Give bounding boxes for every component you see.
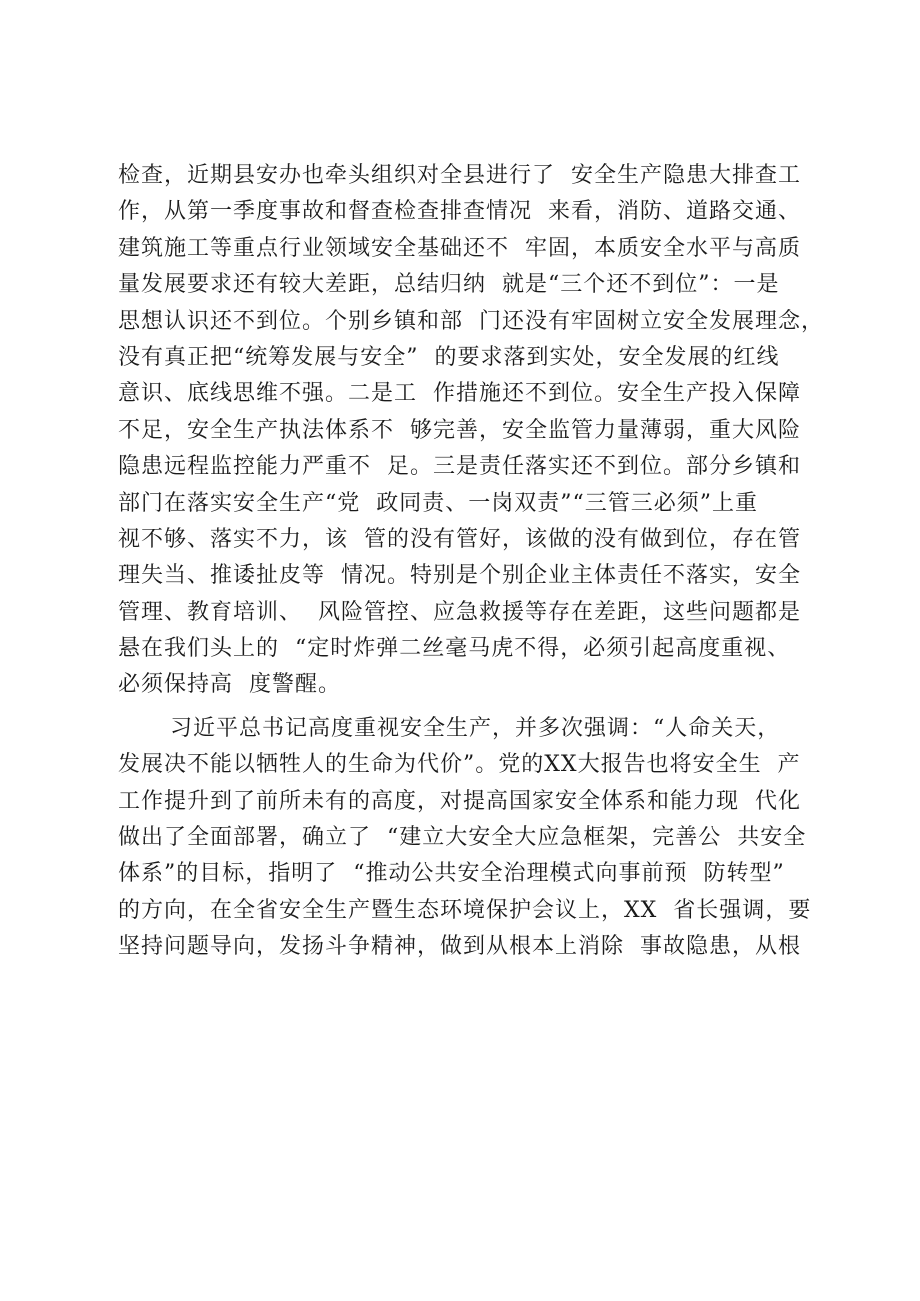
text-line: 隐患远程监控能力严重不 足。三是责任落实还不到位。部分乡镇和 [118,454,801,480]
text-line: 的方向，在全省安全生产暨生态环境保护会议上，XX 省长强调，要 [118,897,812,923]
text-line: 作，从第一季度事故和督查检查排查情况 来看，消防、道路交通、 [118,199,801,225]
text-line: 工作提升到了前所未有的高度，对提高国家安全体系和能力现 代化 [118,788,801,814]
text-line: 必须保持高 度警醒。 [118,672,341,698]
document-body [118,158,824,966]
text-line: 量发展要求还有较大差距，总结归纳 就是“三个还不到位”：一是 [118,272,780,298]
text-line: 检查，近期县安办也牵头组织对全县进行了 安全生产隐患大排查工 [118,163,801,188]
text-line: 理失当、推诿扯皮等 情况。特别是个别企业主体责任不落实，安全 [118,563,801,589]
text-line: 体系”的目标，指明了 “推动公共安全治理模式向事前预 防转型” [118,861,785,887]
text-line: 悬在我们头上的 “定时炸弹二丝毫马虎不得，必须引起高度重视、 [118,636,791,662]
text-line-first-indented: 习近平总书记高度重视安全生产，并多次强调：“人命关天， [170,715,781,741]
text-line: 不足，安全生产执法体系不 够完善，安全监管力量薄弱，重大风险 [118,417,801,443]
text-line: 视不够、落实不力，该 管的没有管好，该做的没有做到位，存在管 [118,526,801,552]
paragraph-2 [118,711,818,966]
text-line: 思想认识还不到位。个别乡镇和部 门还没有牢固树立安全发展理念， [118,308,824,334]
text-line: 意识、底线思维不强。二是工 作措施还不到位。安全生产投入保障 [118,381,801,407]
text-line: 管理、教育培训、 风险管控、应急救援等存在差距，这些问题都是 [118,599,801,625]
text-line: 没有真正把“统筹发展与安全” 的要求落到实处，安全发展的红线 [118,344,780,370]
text-line: 建筑施工等重点行业领域安全基础还不 牢固，本质安全水平与高质 [118,235,801,261]
text-line: 做出了全面部署，确立了 “建立大安全大应急框架，完善公 共安全 [118,825,807,851]
paragraph-1 [118,158,824,704]
text-line: 发展决不能以牺牲人的生命为代价”。党的XX大报告也将安全生 产 [118,752,801,778]
text-line: 部门在落实安全生产“党 政同责、一岗双责”“三管三必须”上重 [118,490,758,516]
text-line: 坚持问题导向，发扬斗争精神，做到从根本上消除 事故隐患，从根 [118,934,801,960]
paragraph-gap [118,704,818,711]
